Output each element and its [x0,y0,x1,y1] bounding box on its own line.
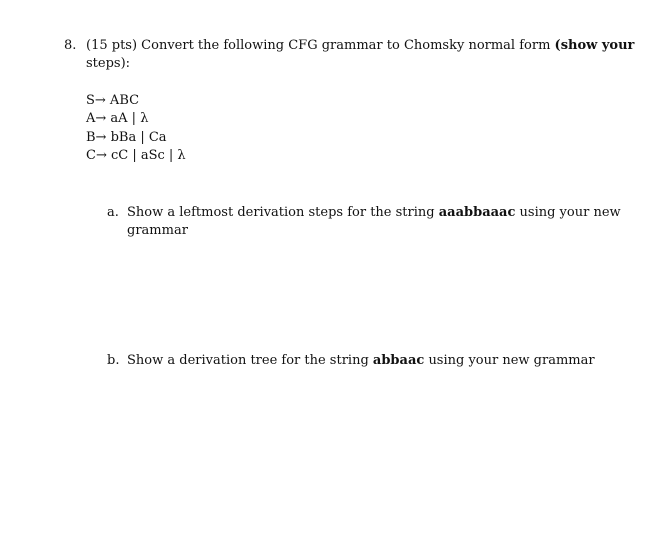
grammar-rule: S→ ABC [86,93,140,108]
part-b-string: abbaac [372,353,425,368]
grammar-rule: C→ cC | aSc | λ [86,148,186,163]
part-b-text [127,353,595,368]
part-a-string: aaabbaaac [438,205,516,220]
part-a-pre: Show a leftmost derivation steps for the string [127,205,435,220]
part-a-text [127,205,621,220]
question-text: (15 pts) Convert the following CFG grammar to Chomsky normal form [86,38,551,53]
part-a-line-2: grammar [127,223,188,238]
question-line-1 [86,38,634,53]
part-a-post: using your new [519,205,621,220]
question-line-2: steps): [86,56,131,71]
part-b-post: using your new grammar [428,353,595,368]
part-a-label: a. [107,205,119,220]
part-b-label: b. [107,353,120,368]
question-number: 8. [64,38,77,53]
grammar-rule: B→ bBa | Ca [86,130,167,145]
question-text-bold: (show your [554,38,635,53]
part-b-pre: Show a derivation tree for the string [127,353,369,368]
grammar-rule: A→ aA | λ [86,111,149,126]
